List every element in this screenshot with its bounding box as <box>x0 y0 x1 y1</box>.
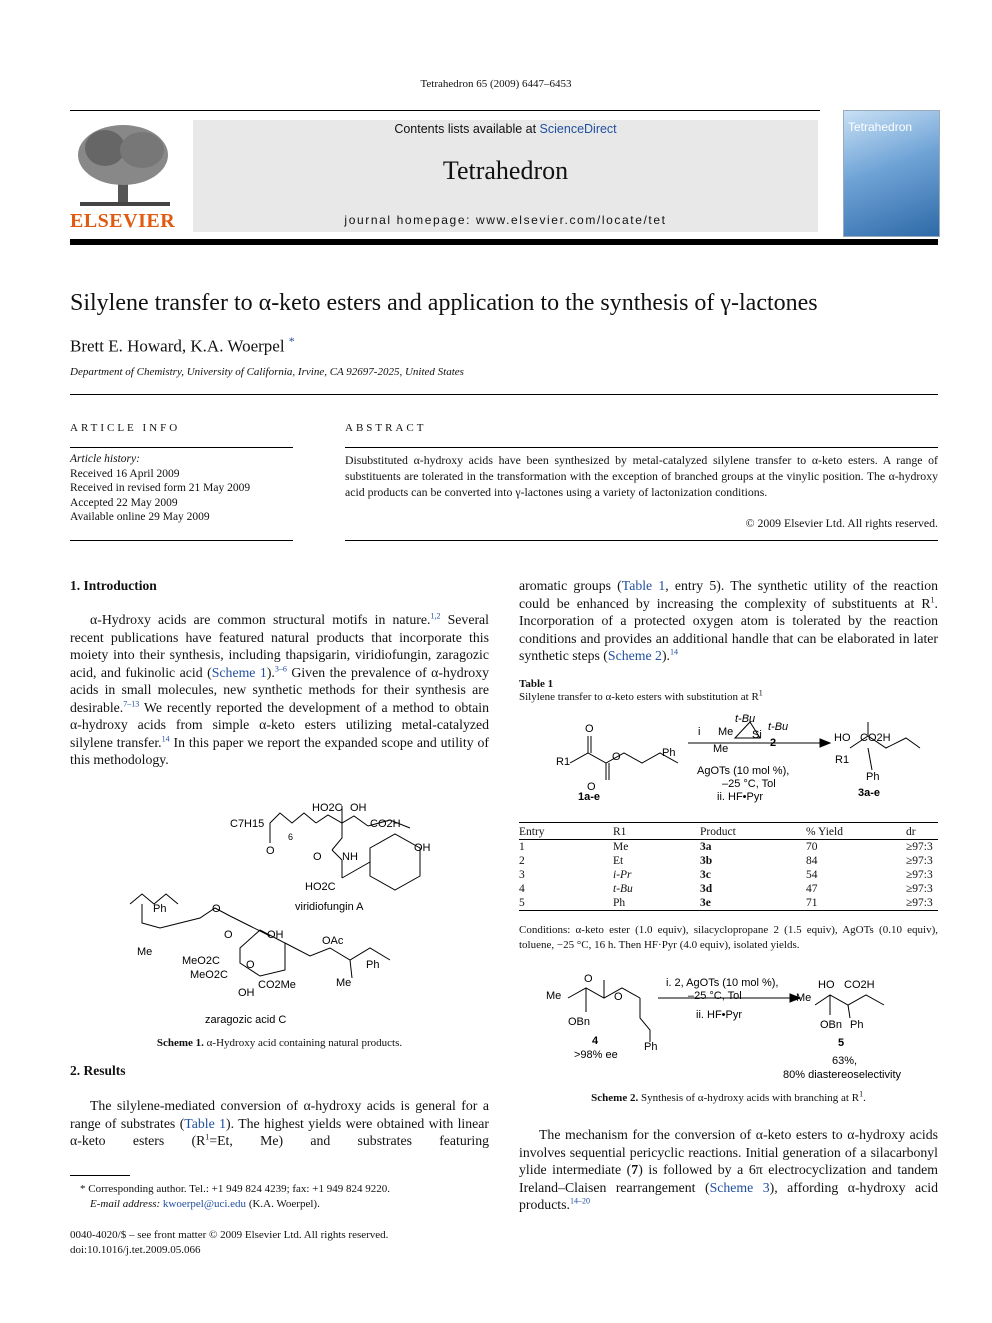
abstract-rule-top <box>345 447 938 448</box>
t1-cond1: AgOTs (10 mol %), <box>697 765 790 777</box>
journal-name: Tetrahedron <box>442 156 569 185</box>
table-row <box>519 854 938 868</box>
cover-title: Tetrahedron <box>848 120 913 134</box>
cell-yield: 47 <box>806 883 818 895</box>
scheme1-oh2: OH <box>414 842 431 854</box>
revised-date: Received in revised form 21 May 2009 <box>70 482 251 494</box>
cell-r1: i-Pr <box>613 869 632 881</box>
table1-rule-top <box>519 822 938 823</box>
scheme1-meo2c2: MeO2C <box>190 969 228 981</box>
scheme2-caption-text: Synthesis of α-hydroxy acids with branching at R <box>640 1092 860 1104</box>
table1-label: Table 1 <box>519 678 554 690</box>
scheme1-o4: O <box>224 929 233 941</box>
s2-obn: OBn <box>568 1016 591 1028</box>
scheme2-caption-label: Scheme 2. <box>591 1092 639 1104</box>
cell-entry: 5 <box>519 897 525 909</box>
header-top-rule <box>70 110 820 111</box>
col2-p2-text-3: ), affording α-hydroxy acid products. <box>519 1179 938 1212</box>
intro-paragraph <box>70 611 489 769</box>
table1-col-r1: R1 <box>613 826 627 838</box>
intro-text-2: Several recent publications have featured natural products that incorporate this moiety into their synthesis, including thapsigarin, viridiofungin, zaragozic acid, and fukinolic acid ( <box>70 612 489 680</box>
scheme1-caption-text: α-Hydroxy acid containing natural products. <box>206 1037 403 1049</box>
cell-r1: Et <box>613 855 624 867</box>
cell-product: 3e <box>700 897 711 909</box>
affiliation: Department of Chemistry, University of California, Irvine, CA 92697-2025, United States <box>70 366 464 378</box>
scheme1-caption <box>70 1037 489 1049</box>
s2-co2h: CO2H <box>844 979 875 991</box>
email-suffix: (K.A. Woerpel). <box>248 1198 320 1210</box>
scheme1-meo2c1: MeO2C <box>182 955 220 967</box>
scheme1-figure <box>120 798 431 1030</box>
cell-r1: Me <box>613 841 629 853</box>
abstract-rule-bottom <box>345 540 938 541</box>
t1-si: Si <box>752 729 762 741</box>
cell-entry: 3 <box>519 869 525 881</box>
online-date: Available online 29 May 2009 <box>70 511 210 523</box>
title-divider <box>70 394 938 395</box>
s2-prod-num: 5 <box>838 1037 845 1049</box>
table-row <box>519 896 938 911</box>
sciencedirect-link[interactable]: ScienceDirect <box>539 122 617 136</box>
article-history <box>70 452 250 525</box>
results-text-1: The silylene-mediated conversion of α-hydroxy acids is general for a range of substrates ( <box>70 1098 489 1131</box>
scheme1-oac: OAc <box>322 935 344 947</box>
header-thick-rule <box>70 239 938 245</box>
table1-col-yield: % Yield <box>806 826 843 838</box>
table1-data <box>519 825 938 911</box>
table1-title-text: Silylene transfer to α-keto esters with substitution at R <box>519 691 759 703</box>
email-note <box>70 1197 489 1212</box>
intro-text-6: In this paper we report the expanded scope and utility of this methodology. <box>70 734 489 767</box>
article-info-heading: ARTICLE INFO <box>70 422 181 434</box>
t1-tbu1: t-Bu <box>735 713 756 725</box>
scheme1-c7h15: C7H15 <box>230 818 265 830</box>
table-row <box>519 840 938 855</box>
table1-col-entry: Entry <box>519 826 545 838</box>
cell-yield: 54 <box>806 869 818 881</box>
results-heading: 2. Results <box>70 1063 126 1078</box>
cell-dr: ≥97:3 <box>906 855 933 867</box>
table1-col-product: Product <box>700 826 736 838</box>
col2-text-3: . Incorporation of a protected oxygen atom is tolerated by the reaction conditions and provides an additional handle that can be elaborated in later synthetic steps ( <box>519 595 938 663</box>
cell-product: 3b <box>700 855 713 867</box>
ref-link[interactable]: 7–13 <box>123 698 140 708</box>
t1-cond3: ii. HF•Pyr <box>717 791 764 803</box>
col2-paragraph-2 <box>519 1126 938 1214</box>
scheme1-ho2c: HO2C <box>312 802 343 814</box>
scheme2-link[interactable]: Scheme 2 <box>607 648 662 663</box>
cell-dr: ≥97:3 <box>906 841 933 853</box>
contents-prefix: Contents lists available at <box>394 122 540 136</box>
scheme1-o3: O <box>212 903 221 915</box>
email-link[interactable]: kwoerpel@uci.edu <box>162 1198 247 1210</box>
s2-ph: Ph <box>644 1041 658 1053</box>
t1-me1: Me <box>718 726 734 738</box>
cell-product: 3c <box>700 869 711 881</box>
s2-o1: O <box>584 973 593 985</box>
scheme1-6: 6 <box>288 832 294 842</box>
cell-yield: 70 <box>806 841 818 853</box>
cell-product: 3a <box>700 841 712 853</box>
t1-tbu2: t-Bu <box>768 721 789 733</box>
s2-o2: O <box>614 991 623 1003</box>
doi-line[interactable]: doi:10.1016/j.tet.2009.05.066 <box>70 1244 201 1256</box>
scheme1-co2h: CO2H <box>370 818 401 830</box>
t1-o1: O <box>585 723 594 735</box>
s2-prod-yield: 63%, <box>832 1055 858 1067</box>
s2-cond1: i. 2, AgOTs (10 mol %), <box>666 977 779 989</box>
t1-r1: R1 <box>556 756 571 768</box>
results-paragraph: The silylene-mediated conversion of α-hydroxy acids is general for a range of substrates (Table 1). The highest yields were obtained with linear α-keto esters ($R^1=Et$, Me) and substrates featuring <box>70 1098 490 1148</box>
results-text-3: =Et, Me) and substrates featuring <box>209 1133 490 1148</box>
scheme3-link[interactable]: Scheme 3 <box>709 1179 770 1195</box>
intro-text-3: ). <box>266 664 275 680</box>
col2-text-1: aromatic groups ( <box>519 578 622 593</box>
s2-sm-ee: >98% ee <box>574 1049 618 1061</box>
ref-link[interactable]: 14 <box>161 733 170 743</box>
cell-yield: 71 <box>806 897 818 909</box>
table-row <box>519 882 938 896</box>
elsevier-tree-logo-icon <box>70 120 180 208</box>
zaragozic-name: zaragozic acid C <box>205 1014 287 1026</box>
issn-line: 0040-4020/$ – see front matter © 2009 Elsevier Ltd. All rights reserved. <box>70 1229 389 1241</box>
t1-step-i: i <box>698 726 701 738</box>
t1-reagent-num: 2 <box>770 737 777 749</box>
corresponding-author-mark[interactable]: * <box>288 334 295 348</box>
info-rule-bottom <box>70 540 293 541</box>
t1-product-label: 3a-e <box>858 787 881 799</box>
s2-prod-ds: 80% diastereoselectivity <box>783 1069 902 1081</box>
scheme1-link[interactable]: Scheme 1 <box>211 664 267 680</box>
cell-r1: Ph <box>613 897 626 909</box>
col2-p2-text-1: The mechanism for the conversion of α-keto esters to α-hydroxy acids involves sequential pericyclic reactions. Initial generation of a silacarbonyl ylide intermediate ( <box>519 1127 938 1177</box>
history-label: Article history: <box>70 453 140 465</box>
publisher-logo-text: ELSEVIER <box>70 210 176 232</box>
s2-ph2: Ph <box>850 1019 864 1031</box>
scheme1-oh3: OH <box>267 929 284 941</box>
intro-text-1: α-Hydroxy acids are common structural motifs in nature. <box>90 612 431 627</box>
cell-entry: 1 <box>519 841 525 853</box>
scheme1-co2me: CO2Me <box>258 979 296 991</box>
table-row <box>519 868 938 882</box>
table1-scheme <box>550 708 930 808</box>
imprint <box>70 1228 388 1258</box>
scheme1-ho2c2: HO2C <box>305 881 336 893</box>
t1-cond2: –25 °C, Tol <box>722 778 776 790</box>
s2-obn2: OBn <box>820 1019 843 1031</box>
t1-ph2: Ph <box>866 771 880 783</box>
article-title: Silylene transfer to α-keto esters and application to the synthesis of γ-lactones <box>70 290 818 316</box>
email-label: E-mail address: <box>90 1198 161 1210</box>
scheme1-oh1: OH <box>350 802 367 814</box>
cell-dr: ≥97:3 <box>906 883 933 895</box>
contents-line <box>193 122 818 136</box>
s2-sm-num: 4 <box>592 1035 599 1047</box>
ref-link[interactable]: 3–6 <box>274 663 287 673</box>
scheme2-caption: Scheme 2. Synthesis of α-hydroxy acids with branching at $R^1$. <box>591 1089 866 1104</box>
author-list <box>70 334 295 357</box>
s2-me2: Me <box>796 992 812 1004</box>
scheme1-o5: O <box>246 959 255 971</box>
abstract-copyright: © 2009 Elsevier Ltd. All rights reserved. <box>745 516 938 530</box>
cell-dr: ≥97:3 <box>906 869 933 881</box>
scheme1-o2: O <box>313 851 322 863</box>
footnotes <box>70 1182 489 1212</box>
ref-link[interactable]: 1,2 <box>430 611 441 621</box>
scheme2-figure <box>540 970 930 1085</box>
ref-link[interactable]: 14–20 <box>569 1196 590 1206</box>
t1-me2: Me <box>713 743 729 755</box>
cell-entry: 2 <box>519 855 525 867</box>
results-text-2: ). The highest yields were obtained with linear α-keto esters (R <box>70 1115 490 1148</box>
corresponding-note: * Corresponding author. Tel.: +1 949 824 4239; fax: +1 949 824 9220. <box>80 1183 390 1195</box>
intro-text-4: Given the prevalence of α-hydroxy acids in small molecules, new synthetic methods for their synthesis are desirable. <box>70 664 489 715</box>
intro-text-5: We recently reported the development of a method to obtain α-hydroxy acids from simple α-keto esters utilizing metal-catalyzed silylene transfer. <box>70 699 489 750</box>
scheme1-caption-label: Scheme 1. <box>156 1037 204 1049</box>
cell-r1: t-Bu <box>613 883 633 895</box>
s2-cond2: –25 °C, Tol <box>688 990 742 1002</box>
table1-footnote: Conditions: α-keto ester (1.0 equiv), silacyclopropane 2 (1.5 equiv), AgOTs (0.10 equiv), toluene, −25 °C, 16 h. Then HF·Pyr (4.0 equiv), isolated yields. <box>519 924 938 951</box>
col2-text-4: ). <box>661 648 670 663</box>
ref-link[interactable]: 14 <box>669 647 678 657</box>
col2-text-2: , entry 5). The synthetic utility of the reaction could be enhanced by increasing the complexity of substituents at R <box>519 578 938 611</box>
table1-col-dr: dr <box>906 826 916 838</box>
table1-link[interactable]: Table 1 <box>621 578 666 593</box>
scheme1-oh4: OH <box>238 987 255 999</box>
t1-co2h: CO2H <box>860 732 891 744</box>
t1-o2: O <box>612 751 621 763</box>
t1-sm-label: 1a-e <box>578 791 601 803</box>
scheme1-o1: O <box>266 845 275 857</box>
journal-reference: Tetrahedron 65 (2009) 6447–6453 <box>420 78 572 90</box>
abstract-text: Disubstituted α-hydroxy acids have been synthesized by metal-catalyzed silylene transfer to α-keto esters. A range of substituents are tolerated in the transformation with the exception of branched groups at the vinylic position. The α-hydroxy acid products can be converted into γ-lactones using a variety of lactonization conditions. <box>345 453 938 499</box>
scheme1-ph2: Ph <box>366 959 380 971</box>
t1-ho: HO <box>834 732 851 744</box>
s2-ho: HO <box>818 979 835 991</box>
t1-o3: O <box>587 781 596 793</box>
abstract-heading: ABSTRACT <box>345 422 427 434</box>
cell-yield: 84 <box>806 855 818 867</box>
accepted-date: Accepted 22 May 2009 <box>70 496 178 509</box>
scheme1-nh: NH <box>342 851 358 863</box>
info-rule-top <box>70 447 293 448</box>
cell-product: 3d <box>700 883 713 895</box>
table1-link[interactable]: Table 1 <box>184 1115 227 1131</box>
authors-text: Brett E. Howard, K.A. Woerpel <box>70 336 285 356</box>
viridiofungin-name: viridiofungin A <box>295 901 364 913</box>
scheme1-ph1: Ph <box>153 903 167 915</box>
footnote-rule <box>70 1175 130 1176</box>
s2-cond3: ii. HF•Pyr <box>696 1009 743 1021</box>
cell-dr: ≥97:3 <box>906 897 933 909</box>
compound-7: 7 <box>631 1162 639 1177</box>
received-date: Received 16 April 2009 <box>70 467 180 480</box>
t1-r1b: R1 <box>835 754 850 766</box>
col2-paragraph-1: aromatic groups (Table 1, entry 5). The synthetic utility of the reaction could be enhanced by increasing the complexity of substituents at $R^1$. Incorporation of a protected oxygen atom is tolerated by the reaction conditions and provides an additional handle that can be elaborated in later synthetic steps (Scheme 2).$^{14}$ <box>519 578 938 663</box>
col2-p2-text-2: ) is followed by a 6π electrocyclization and tandem Ireland–Claisen rearrangement ( <box>519 1162 938 1195</box>
table1-header-row <box>519 825 938 840</box>
table1-title: Silylene transfer to α-keto esters with substitution at $R^1$ <box>519 688 763 703</box>
intro-heading: 1. Introduction <box>70 578 157 593</box>
t1-ph: Ph <box>662 747 676 759</box>
scheme1-me2: Me <box>336 977 352 989</box>
cell-entry: 4 <box>519 883 525 895</box>
s2-me: Me <box>546 990 562 1002</box>
scheme1-me1: Me <box>137 946 153 958</box>
journal-homepage[interactable]: journal homepage: www.elsevier.com/locate/tet <box>344 213 667 227</box>
